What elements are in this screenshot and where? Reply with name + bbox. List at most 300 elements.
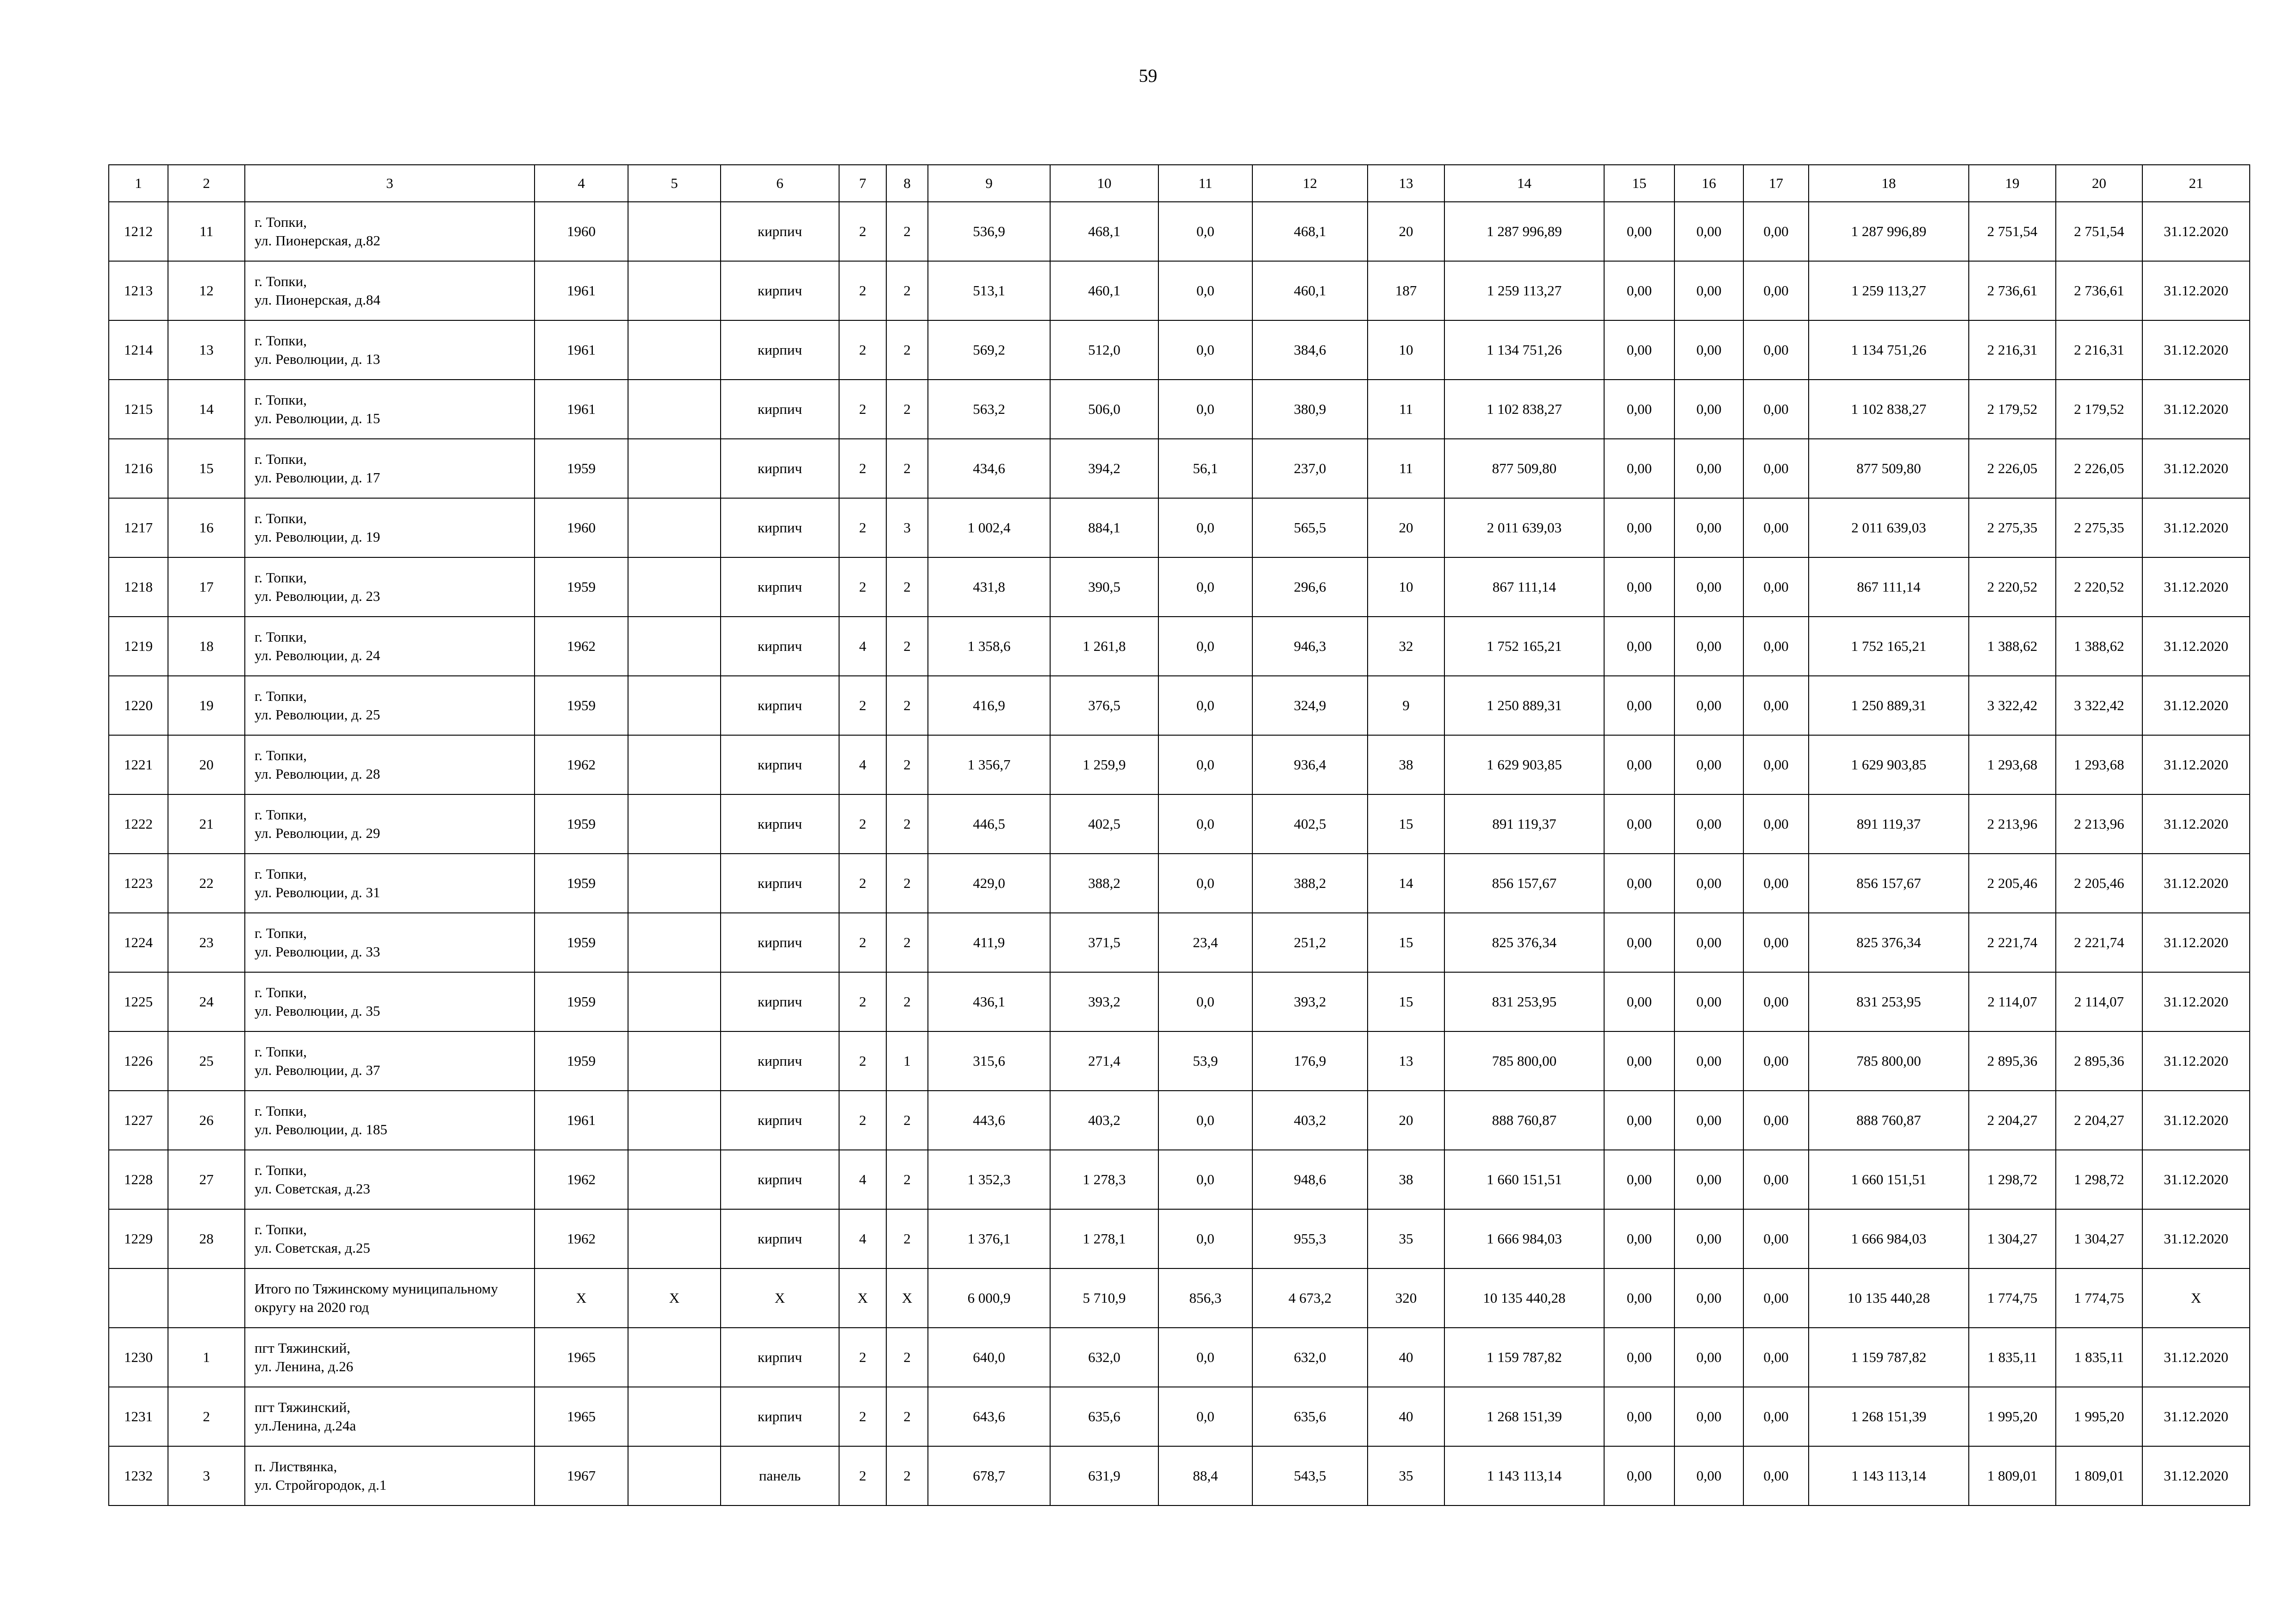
- year-built-cell: 1962: [535, 617, 628, 676]
- floors-cell: 2: [839, 380, 886, 439]
- residents-cell: 15: [1368, 794, 1444, 854]
- cost-col-18-cell: 1 250 889,31: [1809, 676, 1969, 735]
- cost-col-17-cell: 0,00: [1743, 557, 1809, 617]
- cost-col-16-cell: 0,00: [1674, 320, 1743, 380]
- living-area-cell: 460,1: [1050, 261, 1158, 320]
- year-built-cell: 1962: [535, 1150, 628, 1209]
- column-5-cell: [628, 854, 721, 913]
- wall-material-cell: кирпич: [721, 854, 839, 913]
- total-cost-cell: 1 660 151,51: [1444, 1150, 1604, 1209]
- max-unit-cost-cell: 2 216,31: [2056, 320, 2142, 380]
- unit-cost-cell: 2 895,36: [1969, 1031, 2056, 1091]
- item-number-cell: 21: [168, 794, 245, 854]
- private-area-cell: 468,1: [1252, 202, 1368, 261]
- item-number-cell: 2: [168, 1387, 245, 1446]
- max-unit-cost-cell: 2 221,74: [2056, 913, 2142, 972]
- completion-date-cell: 31.12.2020: [2142, 202, 2250, 261]
- column-header-15: 15: [1604, 165, 1674, 202]
- unit-cost-cell: 1 809,01: [1969, 1446, 2056, 1505]
- floors-cell: 2: [839, 1446, 886, 1505]
- residents-cell: 38: [1368, 735, 1444, 794]
- total-area-cell: 1 356,7: [928, 735, 1050, 794]
- column-5-cell: [628, 1091, 721, 1150]
- entrances-cell: 2: [886, 439, 928, 498]
- entrances-cell: 2: [886, 1387, 928, 1446]
- entrances-cell: 2: [886, 735, 928, 794]
- completion-date-cell: 31.12.2020: [2142, 1091, 2250, 1150]
- entrances-cell: 2: [886, 913, 928, 972]
- year-built-cell: 1959: [535, 439, 628, 498]
- table-row: [109, 261, 2250, 320]
- total-cost-cell: 10 135 440,28: [1444, 1268, 1604, 1328]
- address-line-2: ул. Революции, д. 31: [255, 884, 380, 900]
- entrances-cell: 2: [886, 320, 928, 380]
- floors-cell: 2: [839, 1387, 886, 1446]
- total-area-cell: 434,6: [928, 439, 1050, 498]
- max-unit-cost-cell: 2 204,27: [2056, 1091, 2142, 1150]
- column-header-11: 11: [1158, 165, 1252, 202]
- cost-col-15-cell: 0,00: [1604, 972, 1674, 1031]
- wall-material-cell: кирпич: [721, 380, 839, 439]
- unit-cost-cell: 2 204,27: [1969, 1091, 2056, 1150]
- column-5-cell: [628, 617, 721, 676]
- cost-col-18-cell: 856 157,67: [1809, 854, 1969, 913]
- address-cell: [245, 676, 535, 735]
- cost-col-15-cell: 0,00: [1604, 735, 1674, 794]
- table-row: [109, 1446, 2250, 1505]
- address-cell: [245, 1091, 535, 1150]
- year-built-cell: 1961: [535, 380, 628, 439]
- living-area-cell: 376,5: [1050, 676, 1158, 735]
- non-living-area-cell: 0,0: [1158, 1209, 1252, 1268]
- cost-col-15-cell: 0,00: [1604, 320, 1674, 380]
- cost-col-16-cell: 0,00: [1674, 557, 1743, 617]
- cost-col-16-cell: 0,00: [1674, 1446, 1743, 1505]
- record-number-cell: 1229: [109, 1209, 168, 1268]
- column-5-cell: [628, 439, 721, 498]
- address-line-2: ул. Пионерская, д.82: [255, 232, 380, 249]
- floors-cell: 2: [839, 261, 886, 320]
- non-living-area-cell: 0,0: [1158, 498, 1252, 557]
- column-5-cell: [628, 320, 721, 380]
- cost-col-15-cell: 0,00: [1604, 1091, 1674, 1150]
- max-unit-cost-cell: 1 835,11: [2056, 1328, 2142, 1387]
- item-number-cell: 13: [168, 320, 245, 380]
- total-cost-cell: 1 629 903,85: [1444, 735, 1604, 794]
- non-living-area-cell: 0,0: [1158, 320, 1252, 380]
- cost-col-16-cell: 0,00: [1674, 1091, 1743, 1150]
- year-built-cell: 1959: [535, 972, 628, 1031]
- cost-col-16-cell: 0,00: [1674, 1268, 1743, 1328]
- cost-col-15-cell: 0,00: [1604, 676, 1674, 735]
- living-area-cell: 884,1: [1050, 498, 1158, 557]
- floors-cell: 2: [839, 557, 886, 617]
- item-number-cell: [168, 1268, 245, 1328]
- cost-col-17-cell: 0,00: [1743, 1150, 1809, 1209]
- address-line-2: ул. Революции, д. 33: [255, 943, 380, 960]
- unit-cost-cell: 2 179,52: [1969, 380, 2056, 439]
- item-number-cell: 26: [168, 1091, 245, 1150]
- item-number-cell: 23: [168, 913, 245, 972]
- address-line-1: г. Топки,: [255, 747, 307, 763]
- record-number-cell: 1217: [109, 498, 168, 557]
- cost-col-15-cell: 0,00: [1604, 202, 1674, 261]
- address-line-1: г. Топки,: [255, 332, 307, 349]
- address-cell: [245, 913, 535, 972]
- column-header-9: 9: [928, 165, 1050, 202]
- total-cost-cell: 1 102 838,27: [1444, 380, 1604, 439]
- entrances-cell: 2: [886, 972, 928, 1031]
- entrances-cell: 2: [886, 1209, 928, 1268]
- living-area-cell: 468,1: [1050, 202, 1158, 261]
- address-line-1: г. Топки,: [255, 510, 307, 526]
- cost-col-15-cell: 0,00: [1604, 380, 1674, 439]
- column-header-18: 18: [1809, 165, 1969, 202]
- wall-material-cell: кирпич: [721, 439, 839, 498]
- completion-date-cell: 31.12.2020: [2142, 1387, 2250, 1446]
- max-unit-cost-cell: 2 895,36: [2056, 1031, 2142, 1091]
- total-area-cell: 1 002,4: [928, 498, 1050, 557]
- table-row: [109, 380, 2250, 439]
- cost-col-17-cell: 0,00: [1743, 1328, 1809, 1387]
- total-area-cell: 513,1: [928, 261, 1050, 320]
- record-number-cell: [109, 1268, 168, 1328]
- entrances-cell: 2: [886, 794, 928, 854]
- living-area-cell: 388,2: [1050, 854, 1158, 913]
- entrances-cell: 2: [886, 261, 928, 320]
- address-cell: [245, 735, 535, 794]
- non-living-area-cell: 0,0: [1158, 202, 1252, 261]
- max-unit-cost-cell: 2 226,05: [2056, 439, 2142, 498]
- cost-col-16-cell: 0,00: [1674, 380, 1743, 439]
- cost-col-16-cell: 0,00: [1674, 854, 1743, 913]
- address-cell: [245, 617, 535, 676]
- column-5-cell: [628, 913, 721, 972]
- cost-col-17-cell: 0,00: [1743, 913, 1809, 972]
- column-header-16: 16: [1674, 165, 1743, 202]
- non-living-area-cell: 56,1: [1158, 439, 1252, 498]
- column-5-cell: [628, 972, 721, 1031]
- address-line-1: пгт Тяжинский,: [255, 1399, 350, 1415]
- cost-col-16-cell: 0,00: [1674, 439, 1743, 498]
- cost-col-16-cell: 0,00: [1674, 1387, 1743, 1446]
- wall-material-cell: кирпич: [721, 1328, 839, 1387]
- column-5-cell: [628, 1209, 721, 1268]
- max-unit-cost-cell: 3 322,42: [2056, 676, 2142, 735]
- cost-col-15-cell: 0,00: [1604, 1328, 1674, 1387]
- residents-cell: 11: [1368, 380, 1444, 439]
- cost-col-15-cell: 0,00: [1604, 1446, 1674, 1505]
- cost-col-16-cell: 0,00: [1674, 498, 1743, 557]
- cost-col-16-cell: 0,00: [1674, 735, 1743, 794]
- private-area-cell: 380,9: [1252, 380, 1368, 439]
- cost-col-17-cell: 0,00: [1743, 320, 1809, 380]
- private-area-cell: 955,3: [1252, 1209, 1368, 1268]
- record-number-cell: 1213: [109, 261, 168, 320]
- address-cell: [245, 439, 535, 498]
- total-area-cell: 640,0: [928, 1328, 1050, 1387]
- max-unit-cost-cell: 2 205,46: [2056, 854, 2142, 913]
- total-cost-cell: 1 268 151,39: [1444, 1387, 1604, 1446]
- private-area-cell: 176,9: [1252, 1031, 1368, 1091]
- table-row: [109, 557, 2250, 617]
- private-area-cell: 936,4: [1252, 735, 1368, 794]
- max-unit-cost-cell: 2 213,96: [2056, 794, 2142, 854]
- record-number-cell: 1222: [109, 794, 168, 854]
- private-area-cell: 402,5: [1252, 794, 1368, 854]
- completion-date-cell: 31.12.2020: [2142, 557, 2250, 617]
- unit-cost-cell: 1 388,62: [1969, 617, 2056, 676]
- max-unit-cost-cell: 2 220,52: [2056, 557, 2142, 617]
- residents-cell: 35: [1368, 1446, 1444, 1505]
- record-number-cell: 1223: [109, 854, 168, 913]
- address-line-2: ул. Революции, д. 24: [255, 647, 380, 663]
- column-5-cell: [628, 1328, 721, 1387]
- living-area-cell: 5 710,9: [1050, 1268, 1158, 1328]
- total-cost-cell: 825 376,34: [1444, 913, 1604, 972]
- completion-date-cell: 31.12.2020: [2142, 735, 2250, 794]
- wall-material-cell: кирпич: [721, 1091, 839, 1150]
- address-cell: [245, 320, 535, 380]
- non-living-area-cell: 0,0: [1158, 261, 1252, 320]
- record-number-cell: 1228: [109, 1150, 168, 1209]
- cost-col-15-cell: 0,00: [1604, 1387, 1674, 1446]
- non-living-area-cell: 0,0: [1158, 617, 1252, 676]
- non-living-area-cell: 23,4: [1158, 913, 1252, 972]
- non-living-area-cell: 856,3: [1158, 1268, 1252, 1328]
- address-line-2: ул. Революции, д. 35: [255, 1003, 380, 1019]
- unit-cost-cell: 2 275,35: [1969, 498, 2056, 557]
- completion-date-cell: 31.12.2020: [2142, 261, 2250, 320]
- address-line-2: ул. Революции, д. 17: [255, 469, 380, 486]
- item-number-cell: 11: [168, 202, 245, 261]
- max-unit-cost-cell: 2 275,35: [2056, 498, 2142, 557]
- table-row: [109, 439, 2250, 498]
- address-cell: [245, 380, 535, 439]
- address-line-2: ул.Ленина, д.24а: [255, 1418, 356, 1434]
- address-line-1: п. Листвянка,: [255, 1458, 337, 1474]
- entrances-cell: 2: [886, 617, 928, 676]
- total-area-cell: 411,9: [928, 913, 1050, 972]
- living-area-cell: 1 261,8: [1050, 617, 1158, 676]
- address-line-1: г. Топки,: [255, 629, 307, 645]
- item-number-cell: 14: [168, 380, 245, 439]
- cost-col-17-cell: 0,00: [1743, 261, 1809, 320]
- address-line-2: ул. Революции, д. 19: [255, 529, 380, 545]
- entrances-cell: 2: [886, 854, 928, 913]
- year-built-cell: 1962: [535, 1209, 628, 1268]
- column-number-header-row: [109, 165, 2250, 202]
- record-number-cell: 1218: [109, 557, 168, 617]
- unit-cost-cell: 1 774,75: [1969, 1268, 2056, 1328]
- column-header-17: 17: [1743, 165, 1809, 202]
- address-line-2: ул. Революции, д. 13: [255, 351, 380, 367]
- address-line-1: г. Топки,: [255, 866, 307, 882]
- residents-cell: 320: [1368, 1268, 1444, 1328]
- unit-cost-cell: 2 220,52: [1969, 557, 2056, 617]
- item-number-cell: 20: [168, 735, 245, 794]
- non-living-area-cell: 0,0: [1158, 735, 1252, 794]
- entrances-cell: 2: [886, 676, 928, 735]
- record-number-cell: 1232: [109, 1446, 168, 1505]
- table-row: [109, 794, 2250, 854]
- item-number-cell: 25: [168, 1031, 245, 1091]
- non-living-area-cell: 0,0: [1158, 676, 1252, 735]
- address-line-2: ул. Революции, д. 185: [255, 1121, 387, 1137]
- column-header-20: 20: [2056, 165, 2142, 202]
- residents-cell: 187: [1368, 261, 1444, 320]
- column-header-3: 3: [245, 165, 535, 202]
- cost-col-18-cell: 888 760,87: [1809, 1091, 1969, 1150]
- address-line-1: Итого по Тяжинскому муниципальному: [255, 1280, 498, 1297]
- housing-register-table: [108, 164, 2250, 1506]
- living-area-cell: 393,2: [1050, 972, 1158, 1031]
- year-built-cell: 1965: [535, 1387, 628, 1446]
- cost-col-15-cell: 0,00: [1604, 1031, 1674, 1091]
- table-row: [109, 1387, 2250, 1446]
- residents-cell: 11: [1368, 439, 1444, 498]
- floors-cell: 2: [839, 1328, 886, 1387]
- year-built-cell: 1961: [535, 1091, 628, 1150]
- address-line-1: г. Топки,: [255, 451, 307, 467]
- cost-col-16-cell: 0,00: [1674, 1031, 1743, 1091]
- non-living-area-cell: 0,0: [1158, 854, 1252, 913]
- cost-col-15-cell: 0,00: [1604, 498, 1674, 557]
- unit-cost-cell: 2 736,61: [1969, 261, 2056, 320]
- completion-date-cell: 31.12.2020: [2142, 913, 2250, 972]
- record-number-cell: 1230: [109, 1328, 168, 1387]
- non-living-area-cell: 53,9: [1158, 1031, 1252, 1091]
- address-line-1: г. Топки,: [255, 1103, 307, 1119]
- total-cost-cell: 1 134 751,26: [1444, 320, 1604, 380]
- cost-col-16-cell: 0,00: [1674, 202, 1743, 261]
- cost-col-15-cell: 0,00: [1604, 439, 1674, 498]
- item-number-cell: 24: [168, 972, 245, 1031]
- cost-col-17-cell: 0,00: [1743, 1031, 1809, 1091]
- cost-col-15-cell: 0,00: [1604, 1209, 1674, 1268]
- total-cost-cell: 1 752 165,21: [1444, 617, 1604, 676]
- cost-col-16-cell: 0,00: [1674, 913, 1743, 972]
- completion-date-cell: 31.12.2020: [2142, 854, 2250, 913]
- private-area-cell: 237,0: [1252, 439, 1368, 498]
- residents-cell: 40: [1368, 1387, 1444, 1446]
- residents-cell: 35: [1368, 1209, 1444, 1268]
- column-header-13: 13: [1368, 165, 1444, 202]
- floors-cell: 2: [839, 498, 886, 557]
- record-number-cell: 1224: [109, 913, 168, 972]
- max-unit-cost-cell: 2 114,07: [2056, 972, 2142, 1031]
- cost-col-17-cell: 0,00: [1743, 202, 1809, 261]
- total-area-cell: 429,0: [928, 854, 1050, 913]
- private-area-cell: 393,2: [1252, 972, 1368, 1031]
- table-body: [109, 165, 2250, 1505]
- floors-cell: 2: [839, 320, 886, 380]
- floors-cell: 4: [839, 1209, 886, 1268]
- entrances-cell: 2: [886, 1446, 928, 1505]
- address-line-1: г. Топки,: [255, 806, 307, 823]
- wall-material-cell: кирпич: [721, 1387, 839, 1446]
- address-line-1: г. Топки,: [255, 925, 307, 941]
- total-area-cell: 315,6: [928, 1031, 1050, 1091]
- column-5-cell: [628, 1150, 721, 1209]
- record-number-cell: 1214: [109, 320, 168, 380]
- column-5-cell: [628, 498, 721, 557]
- cost-col-17-cell: 0,00: [1743, 380, 1809, 439]
- cost-col-18-cell: 825 376,34: [1809, 913, 1969, 972]
- living-area-cell: 371,5: [1050, 913, 1158, 972]
- non-living-area-cell: 0,0: [1158, 972, 1252, 1031]
- address-cell: [245, 1328, 535, 1387]
- address-line-1: г. Топки,: [255, 1162, 307, 1178]
- entrances-cell: 1: [886, 1031, 928, 1091]
- table-row: [109, 320, 2250, 380]
- living-area-cell: 403,2: [1050, 1091, 1158, 1150]
- address-line-2: ул. Ленина, д.26: [255, 1358, 354, 1374]
- private-area-cell: 946,3: [1252, 617, 1368, 676]
- residents-cell: 13: [1368, 1031, 1444, 1091]
- total-cost-cell: 877 509,80: [1444, 439, 1604, 498]
- column-5-cell: [628, 1446, 721, 1505]
- living-area-cell: 635,6: [1050, 1387, 1158, 1446]
- total-area-cell: 678,7: [928, 1446, 1050, 1505]
- column-5-cell: [628, 380, 721, 439]
- record-number-cell: 1216: [109, 439, 168, 498]
- residents-cell: 10: [1368, 557, 1444, 617]
- address-cell: [245, 1150, 535, 1209]
- address-cell: [245, 1031, 535, 1091]
- address-line-1: г. Топки,: [255, 688, 307, 704]
- table-row: [109, 1209, 2250, 1268]
- cost-col-17-cell: 0,00: [1743, 498, 1809, 557]
- cost-col-15-cell: 0,00: [1604, 261, 1674, 320]
- total-cost-cell: 831 253,95: [1444, 972, 1604, 1031]
- cost-col-17-cell: 0,00: [1743, 1091, 1809, 1150]
- max-unit-cost-cell: 2 179,52: [2056, 380, 2142, 439]
- item-number-cell: 16: [168, 498, 245, 557]
- column-header-2: 2: [168, 165, 245, 202]
- floors-cell: 4: [839, 1150, 886, 1209]
- living-area-cell: 390,5: [1050, 557, 1158, 617]
- address-cell: [245, 972, 535, 1031]
- residents-cell: 15: [1368, 913, 1444, 972]
- table-row: [109, 1031, 2250, 1091]
- record-number-cell: 1219: [109, 617, 168, 676]
- unit-cost-cell: 2 213,96: [1969, 794, 2056, 854]
- item-number-cell: 12: [168, 261, 245, 320]
- completion-date-cell: 31.12.2020: [2142, 439, 2250, 498]
- private-area-cell: 388,2: [1252, 854, 1368, 913]
- item-number-cell: 17: [168, 557, 245, 617]
- column-header-1: 1: [109, 165, 168, 202]
- cost-col-18-cell: 1 102 838,27: [1809, 380, 1969, 439]
- column-5-cell: Х: [628, 1268, 721, 1328]
- unit-cost-cell: 1 293,68: [1969, 735, 2056, 794]
- living-area-cell: 402,5: [1050, 794, 1158, 854]
- unit-cost-cell: 1 304,27: [1969, 1209, 2056, 1268]
- residents-cell: 20: [1368, 498, 1444, 557]
- floors-cell: 2: [839, 439, 886, 498]
- table-row: [109, 1328, 2250, 1387]
- total-cost-cell: 867 111,14: [1444, 557, 1604, 617]
- address-cell: [245, 1209, 535, 1268]
- address-line-1: г. Топки,: [255, 1043, 307, 1060]
- private-area-cell: 632,0: [1252, 1328, 1368, 1387]
- residents-cell: 40: [1368, 1328, 1444, 1387]
- private-area-cell: 565,5: [1252, 498, 1368, 557]
- private-area-cell: 948,6: [1252, 1150, 1368, 1209]
- column-header-12: 12: [1252, 165, 1368, 202]
- cost-col-17-cell: 0,00: [1743, 1209, 1809, 1268]
